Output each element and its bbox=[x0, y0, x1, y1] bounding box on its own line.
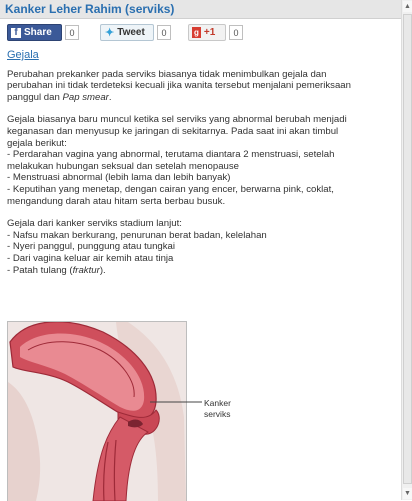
google-plus-label: +1 bbox=[203, 27, 216, 38]
text-line: Gejala dari kanker serviks stadium lanjut: bbox=[7, 218, 182, 230]
article-title-bar bbox=[0, 0, 401, 19]
google-plus-icon: g bbox=[194, 28, 199, 37]
cervix-anatomy-drawing bbox=[8, 322, 186, 501]
list-item: - Menstruasi abnormal (lebih lama dan lebih banyak) bbox=[7, 172, 231, 184]
article-body bbox=[7, 50, 397, 287]
paragraph-advanced-symptoms bbox=[7, 218, 397, 276]
text-line: gejala berikut: bbox=[7, 137, 67, 149]
tweet-label: Tweet bbox=[117, 27, 145, 38]
text-segment: . bbox=[108, 91, 112, 103]
pap-smear-term: Pap smear bbox=[62, 91, 109, 103]
tweet-count: 0 bbox=[157, 25, 171, 40]
vertical-scrollbar[interactable] bbox=[401, 0, 412, 500]
list-item bbox=[7, 265, 397, 277]
scrollbar-thumb[interactable] bbox=[403, 14, 412, 484]
cervix-anatomy-illustration bbox=[7, 321, 187, 501]
paragraph-symptoms bbox=[7, 114, 397, 207]
tweet-button[interactable] bbox=[100, 24, 154, 41]
text-segment: - Patah tulang ( bbox=[7, 264, 73, 276]
text-line: Gejala biasanya baru muncul ketika sel serviks yang abnormal berubah menjadi bbox=[7, 114, 347, 126]
google-plus-button[interactable] bbox=[188, 24, 226, 41]
list-item-continued: mengandung darah atau hitam serta berbau busuk. bbox=[7, 195, 226, 207]
scroll-up-arrow-icon[interactable]: ▲ bbox=[404, 3, 411, 10]
pointer-line bbox=[150, 398, 202, 406]
cervix-cancer-label bbox=[204, 398, 231, 420]
facebook-share-count: 0 bbox=[65, 25, 79, 40]
list-item: - Nafsu makan berkurang, penurunan berat badan, kelelahan bbox=[7, 229, 267, 241]
scroll-down-arrow-icon[interactable]: ▼ bbox=[404, 490, 411, 497]
google-plus-count: 0 bbox=[229, 25, 243, 40]
text-line: Perubahan prekanker pada serviks biasanya tidak menimbulkan gejala dan bbox=[7, 68, 327, 80]
paragraph-precancer bbox=[7, 69, 397, 104]
list-item: - Nyeri panggul, punggung atau tungkai bbox=[7, 241, 176, 253]
section-link-gejala[interactable]: Gejala bbox=[7, 49, 39, 61]
list-item: - Keputihan yang menetap, dengan cairan yang encer, berwarna pink, coklat, bbox=[7, 183, 334, 195]
fraktur-term: fraktur bbox=[72, 264, 100, 276]
facebook-icon: f bbox=[11, 28, 21, 38]
list-item-continued: melakukan hubungan seksual dan setelah menopause bbox=[7, 160, 240, 172]
text-segment: ). bbox=[99, 264, 106, 276]
label-line: serviks bbox=[204, 409, 231, 419]
text-segment: panggul dan bbox=[7, 91, 63, 103]
list-item: - Perdarahan vagina yang abnormal, terutama diantara 2 menstruasi, setelah bbox=[7, 149, 335, 161]
list-item: - Dari vagina keluar air kemih atau tinja bbox=[7, 252, 174, 264]
facebook-share-button[interactable] bbox=[7, 24, 62, 41]
text-line bbox=[7, 92, 397, 104]
facebook-share-label: Share bbox=[24, 27, 52, 38]
label-line: Kanker bbox=[204, 398, 231, 408]
text-line: keganasan dan menyusup ke jaringan di sekitarnya. Pada saat ini akan timbul bbox=[7, 125, 339, 137]
text-line: perubahan ini tidak terdeteksi kecuali jika wanita tersebut menjalani pemeriksaan bbox=[7, 80, 351, 92]
twitter-bird-icon: ✦ bbox=[105, 27, 115, 39]
article-title: Kanker Leher Rahim (serviks) bbox=[5, 2, 175, 16]
